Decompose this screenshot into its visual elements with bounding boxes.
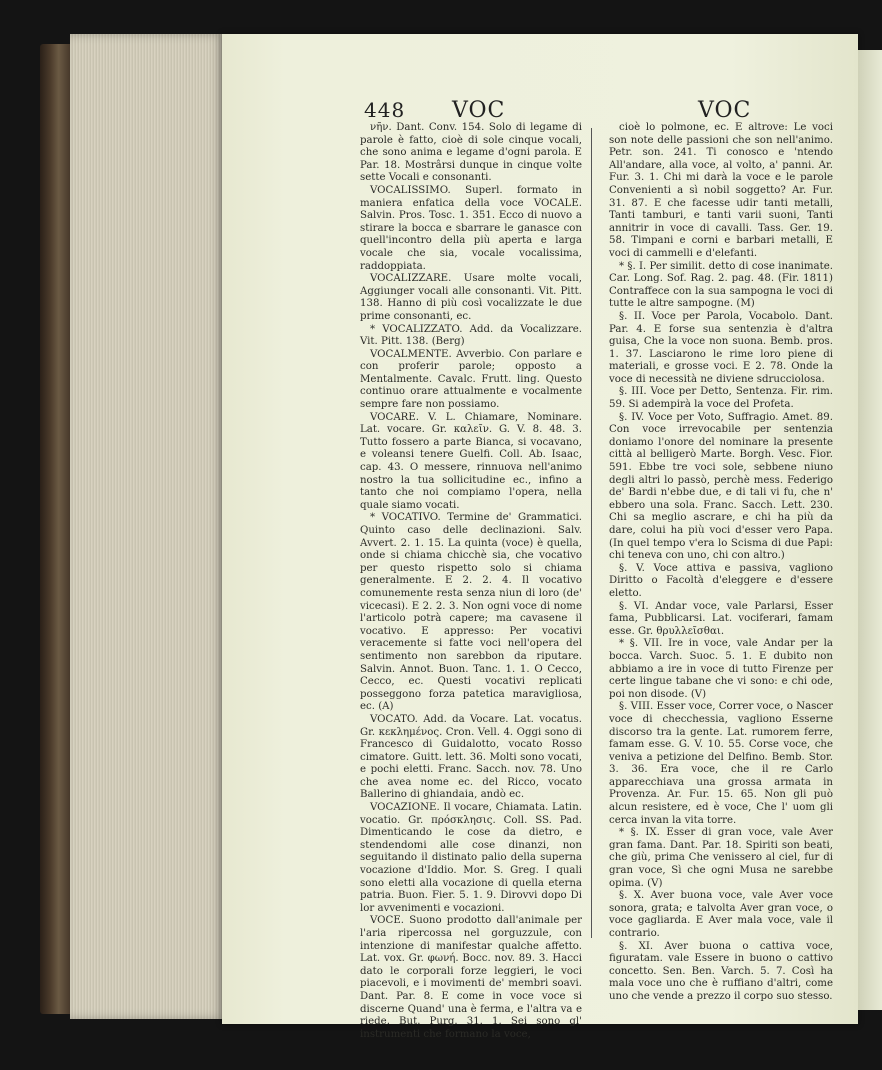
column-divider — [591, 128, 592, 938]
entry-paragraph: cioè lo polmone, ec. E altrove: Le voci son note delle passioni che son nell'animo. Petr. son. 241. Ti conosco e 'ntendo All'andare, alla voce, al volto, a' panni. Ar. Fur. 3. 1. Chi mi darà la voce e le parole Convenienti a sì nobil soggetto? Ar. Fur. 31. 87. E che facesse udir tanti metalli, Tanti tamburi, e tanti varii suoni, Tanti annitrir in voce di cavalli. Tass. Ger. 19. 58. Timpani e corni e barbari metalli, E voci di cammelli e d'elefanti. — [609, 122, 833, 259]
entry-paragraph: §. X. Aver buona voce, vale Aver voce sonora, grata; e talvolta Aver gran voce, o voce gagliarda. E Aver mala voce, vale il contrario. — [609, 890, 833, 939]
entry-paragraph: νῆν. Dant. Conv. 154. Solo di legame di parole è fatto, cioè di sole cinque vocali, che sono anima e legame d'ogni parola. E Par. 18. Mostrârsi dunque in cinque volte sette Vocali e consonanti. — [360, 122, 582, 184]
entry-paragraph: §. III. Voce per Detto, Sentenza. Fir. rim. 59. Si adempirà la voce del Profeta. — [609, 386, 833, 411]
entry-paragraph: * VOCATIVO. Termine de' Grammatici. Quinto caso delle declinazioni. Salv. Avvert. 2. 1. 15. La quinta (voce) è quella, onde si chiama chicchè sia, che vocativo per questo rispetto solo si chiama generalmente. E 2. 2. 4. Il vocativo comunemente resta senza niun di loro (de' vicecasi). E 2. 2. 3. Non ogni voce di nome l'articolo potrà capere; ma cavasene il vocativo. E appresso: Per vocativi veracemente si fatte voci nell'opera del sentimento non sarebbon da riputare. Salvin. Annot. Buon. Tanc. 1. 1. O Cecco, Cecco, ec. Questi vocativi replicati posseggono forza patetica maravigliosa, ec. (A) — [360, 512, 582, 713]
entry-paragraph: §. V. Voce attiva e passiva, vagliono Diritto o Facoltà d'eleggere e d'essere eletto. — [609, 562, 833, 599]
running-head-left: VOC — [452, 98, 506, 123]
entry-paragraph: * §. VII. Ire in voce, vale Andar per la bocca. Varch. Suoc. 5. 1. E dubito non abbiamo a ire in voce di tutto Firenze per certe lingue tabane che vi sono: e chi ode, poi non disode. (V) — [609, 638, 833, 700]
entry-paragraph: VOCATO. Add. da Vocare. Lat. vocatus. Gr. κεκλημένος. Cron. Vell. 4. Oggi sono di Francesco di Guidalotto, vocato Rosso cimatore. Guitt. lett. 36. Molti sono vocati, e pochi eletti. Franc. Sacch. nov. 78. Uno che avea nome ec. del Ricco, vocato Ballerino di ghiandaia, andò ec. — [360, 713, 582, 801]
entry-paragraph: VOCALISSIMO. Superl. formato in maniera enfatica della voce VOCALE. Salvin. Pros. Tosc. 1. 351. Ecco di nuovo a stirare la bocca e sbarrare le ganasce con quell'incontro della più aperta e larga vocale che sia, vocale vocalissima, raddoppiata. — [360, 184, 582, 272]
book-spine — [40, 44, 74, 1014]
page-number: 448 — [364, 98, 406, 122]
entry-paragraph: §. II. Voce per Parola, Vocabolo. Dant. Par. 4. E forse sua sentenzia è d'altra guisa, Che la voce non suona. Bemb. pros. 1. 37. Lasciarono le rime loro piene di materiali, e grosse voci. E 2. 78. Onde la voce di necessità ne diviene sdrucciolosa. — [609, 310, 833, 385]
facing-page-edge — [858, 50, 882, 1010]
entry-paragraph: §. XI. Aver buona o cattiva voce, figuratam. vale Essere in buono o cattivo concetto. Sen. Ben. Varch. 5. 7. Così ha mala voce uno che è ruffiano d'altri, come uno che vende a prezzo il corpo suo stesso. — [609, 940, 833, 1002]
entry-paragraph: VOCALIZZARE. Usare molte vocali, Aggiunger vocali alle consonanti. Vit. Pitt. 138. Hanno di più così vocalizzate le due prime consonanti, ec. — [360, 273, 582, 322]
entry-paragraph: * §. I. Per similit. detto di cose inanimate. Car. Long. Sof. Rag. 2. pag. 48. (Fir. 1811) Contraffece con la sua sampogna le voci di tutte le altre sampogne. (M) — [609, 260, 833, 310]
running-head-right: VOC — [698, 98, 752, 123]
entry-paragraph: * VOCALIZZATO. Add. da Vocalizzare. Vit. Pitt. 138. (Berg) — [360, 323, 582, 348]
entry-paragraph: VOCARE. V. L. Chiamare, Nominare. Lat. vocare. Gr. καλεῖν. G. V. 8. 48. 3. Tutto fossero a parte Bianca, si vocavano, e voleansi tenere Guelfi. Coll. Ab. Isaac, cap. 43. O messere, rinnuova nell'animo nostro la tua sollicitudine ec., infino a tanto che noi compiamo l'opera, nella quale siamo vocati. — [360, 411, 582, 511]
entry-paragraph: VOCAZIONE. Il vocare, Chiamata. Latin. vocatio. Gr. πρόσκλησις. Coll. SS. Pad. Dimenticando le cose da dietro, e stendendomi alle cose dinanzi, non seguitando il distinato palio della superna vocazione d'Iddio. Mor. S. Greg. I quali sono eletti alla vocazione di quella eterna patria. Buon. Fier. 5. 1. 9. Dirovvi dopo Di lor avvenimenti e vocazioni. — [360, 802, 582, 914]
entry-paragraph: §. IV. Voce per Voto, Suffragio. Amet. 89. Con voce irrevocabile per sentenzia doniamo l'onore del nominare la presente città al belligerò Marte. Borgh. Vesc. Fior. 591. Ebbe tre voci sole, sebbene niuno degli altri lo passò, perchè mess. Federigo de' Bardi n'ebbe due, e di tali vi fu, che n' ebbero una sola. Franc. Sacch. Lett. 230. Chi sa meglio ascrare, e chi ha più da dare, colui ha più voci d'esser vero Papa. (In quel tempo v'era lo Scisma di due Papi: chi teneva con uno, chi con altro.) — [609, 411, 833, 562]
left-column — [360, 122, 582, 1041]
entry-paragraph: §. VIII. Esser voce, Correr voce, o Nascer voce di checchessia, vagliono Esserne discorso tra la gente. Lat. rumorem ferre, famam esse. G. V. 10. 55. Corse voce, che veniva a petizione del Delfino. Bemb. Stor. 3. 36. Era voce, che il re Carlo apparecchiava una grossa armata in Provenza. Ar. Fur. 15. 65. Non gli può alcun resistere, ed è voce, Che l' uom gli cerca invan la vita torre. — [609, 701, 833, 826]
entry-paragraph: * §. IX. Esser di gran voce, vale Aver gran fama. Dant. Par. 18. Spiriti son beati, che giù, prima Che venissero al ciel, fur di gran voce, Sì che ogni Musa ne sarebbe opima. (V) — [609, 827, 833, 889]
page-edges — [70, 34, 225, 1019]
entry-paragraph: VOCALMENTE. Avverbio. Con parlare e con proferir parole; opposto a Mentalmente. Cavalc. Frutt. ling. Questo continuo orare attualmente e vocalmente sempre fare non possiamo. — [360, 348, 582, 411]
entry-paragraph: VOCE. Suono prodotto dall'animale per l'aria ripercossa nel gorguzzule, con intenzione di manifestar qualche affetto. Lat. vox. Gr. φωνή. Bocc. nov. 89. 3. Hacci dato le corporali forze leggieri, le voci piacevoli, e i movimenti de' membri soavi. Dant. Par. 8. E come in voce voce si discerne Quand' una è ferma, e l'altra va e riede. But. Purg. 31. 1. Sei sono gl' instrumenti che formano la voce, — [360, 915, 582, 1040]
right-column — [609, 122, 833, 1004]
entry-paragraph: §. VI. Andar voce, vale Parlarsi, Esser fama, Pubblicarsi. Lat. vociferari, famam esse. Gr. θρυλλεῖσθαι. — [609, 600, 833, 637]
